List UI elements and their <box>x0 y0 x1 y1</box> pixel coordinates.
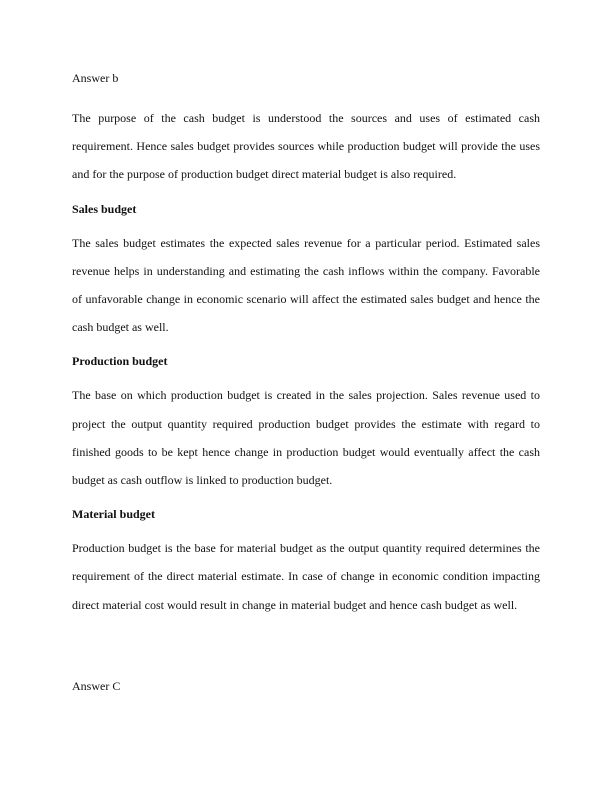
material-budget-paragraph: Production budget is the base for material budget as the output quantity required determines the requirement of the direct material estimate. In case of change in economic condition impacting direct material cost would result in change in material budget and hence cash budget as well. <box>72 541 540 612</box>
intro-paragraph: The purpose of the cash budget is understood the sources and uses of estimated cash requirement. Hence sales budget provides sources while production budget will provide the uses and for the purpose of production budget direct material budget is also required. <box>72 111 540 182</box>
production-budget-heading: Production budget <box>72 354 168 369</box>
document-page <box>72 68 540 696</box>
answer-c-label: Answer C <box>72 678 121 693</box>
material-budget-heading: Material budget <box>72 507 155 522</box>
answer-b-label: Answer b <box>72 71 119 85</box>
sales-budget-paragraph: The sales budget estimates the expected sales revenue for a particular period. Estimated sales revenue helps in understanding and estimating the cash inflows within the company. Favorable of unfavorable change in economic scenario will affect the estimated sales budget and hence the cash budget as well. <box>72 235 540 335</box>
sales-budget-heading: Sales budget <box>72 201 137 216</box>
production-budget-paragraph: The base on which production budget is created in the sales projection. Sales revenue used to project the output quantity required production budget provides the estimate with regard to finished goods to be kept hence change in production budget would eventually affect the cash budget as cash outflow is linked to production budget. <box>72 388 540 488</box>
